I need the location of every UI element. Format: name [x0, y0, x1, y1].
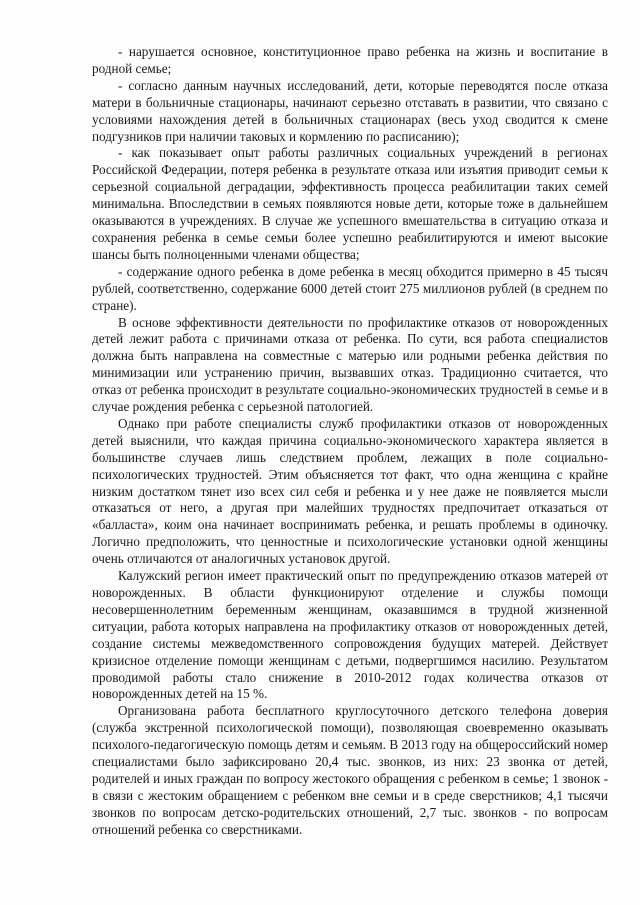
paragraph-8: Организована работа бесплатного круглосуточного детского телефона доверия (служба экстренной психологической помощи), позволяющая своевременно оказывать психолого-педагогическую помощь детям и семьям. В 2013 году на общероссийский номер специалистами было зафиксировано 20,4 тыс. звонков, из них: 23 звонка от детей, родителей и иных граждан по вопросу жестокого обращения с ребенком в семье; 1 звонок - в связи с жестоким обращением с ребенком вне семьи и в среде сверстников; 4,1 тысячи звонков по вопросам детско-родительских отношений, 2,7 тыс. звонков - по вопросам отношений ребенка со сверстниками.: [92, 703, 608, 837]
document-body: [92, 44, 608, 839]
paragraph-3: - как показывает опыт работы различных социальных учреждений в регионах Российской Федерации, потеря ребенка в результате отказа или изъятия приводит семьи к серьезной социальной деградации, эффективность процесса реабилитации таких семей минимальна. Впоследствии в семьях появляются новые дети, которые тоже в дальнейшем оказываются в учреждениях. В случае же успешного вмешательства в ситуацию отказа и сохранения ребенка в семье семьи более успешно реабилитируются и имеют высокие шансы быть полноценными членами общества;: [92, 145, 608, 262]
paragraph-6: Однако при работе специалисты служб профилактики отказов от новорожденных детей выяснили, что каждая причина социально-экономического характера является в большинстве случаев лишь следствием проблем, лежащих в поле социально-психологических трудностей. Этим объясняется тот факт, что одна женщина с крайне низким достатком тянет изо всех сил себя и ребенка и у нее даже не появляется мысли отказаться от него, а другая при малейших трудностях предпочитает отказаться от «балласта», коим она начинает воспринимать ребенка, и решать проблемы в одиночку. Логично предположить, что ценностные и психологические установки одной женщины очень отличаются от аналогичных установок другой.: [92, 415, 608, 567]
paragraph-2: - согласно данным научных исследований, дети, которые переводятся после отказа матери в больничные стационары, начинают серьезно отставать в развитии, что связано с условиями нахождения детей в больничных стационарах (весь уход сводится к смене подгузников при наличии таковых и кормлению по расписанию);: [92, 77, 608, 144]
paragraph-7: Калужский регион имеет практический опыт по предупреждению отказов матерей от новорожденных. В области функционируют отделение и службы помощи несовершеннолетним беременным женщинам, оказавшимся в трудной жизненной ситуации, работа которых направлена на профилактику отказов от новорожденных детей, создание системы межведомственного сопровождения будущих матерей. Действует кризисное отделение помощи женщинам с детьми, подвергшимся насилию. Результатом проводимой работы стало снижение в 2010-2012 годах количества отказов от новорожденных детей на 15 %.: [92, 568, 608, 702]
paragraph-1: - нарушается основное, конституционное право ребенка на жизнь и воспитание в родной семье;: [92, 44, 608, 76]
paragraph-4: - содержание одного ребенка в доме ребенка в месяц обходится примерно в 45 тысяч рублей, соответственно, содержание 6000 детей стоит 275 миллионов рублей (в среднем по стране).: [92, 263, 608, 313]
paragraph-5: В основе эффективности деятельности по профилактике отказов от новорожденных детей лежит работа с причинами отказа от ребенка. По сути, вся работа специалистов должна быть направлена на совместные с матерью или родными ребенка действия по минимизации или устранению причин, вызвавших отказ. Традиционно считается, что отказ от ребенка происходит в результате социально-экономических трудностей в семье и в случае рождения ребенка с серьезной патологией.: [92, 314, 608, 415]
